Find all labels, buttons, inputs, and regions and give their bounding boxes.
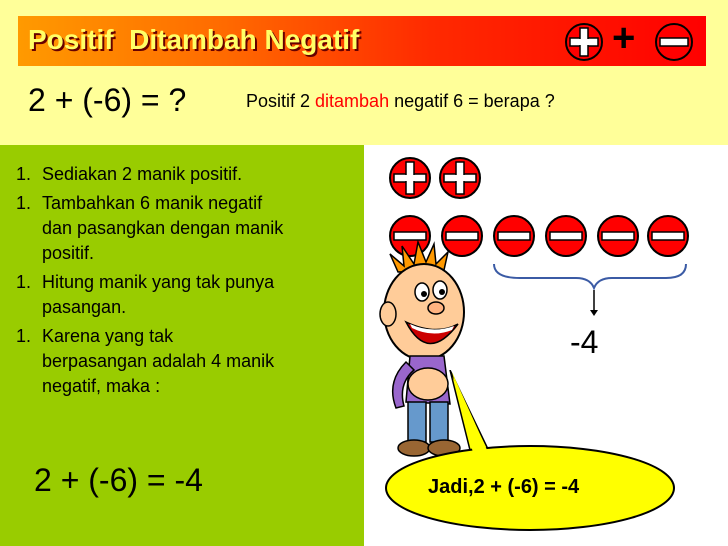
question-part2: negatif 6 = berapa ? [389,91,555,111]
plus-sign: + [612,16,636,60]
step-text: Karena yang tak berpasangan adalah 4 manik negatif, maka : [42,326,275,396]
step-item [16,162,346,187]
step-number: 1. [16,193,32,213]
step-text: Sediakan 2 manik positif. [42,164,243,184]
problem-question [246,91,555,112]
plus-bead-icon [564,22,604,62]
step-number: 1. [16,164,32,184]
minus-bead-icon [544,214,588,258]
step-item [16,324,346,399]
left-result: 2 + (-6) = -4 [34,462,203,498]
minus-bead-icon [654,22,694,62]
steps-list [16,162,346,403]
bubble-text: Jadi,2 + (-6) = -4 [428,476,580,498]
minus-bead-icon [596,214,640,258]
problem-equation: 2 + (-6) = ? [28,82,187,118]
minus-bead-icon [492,214,536,258]
speech-bubble [380,370,680,540]
grouping-brace [490,258,690,318]
question-highlight: ditambah [315,91,390,111]
minus-bead-icon [646,214,690,258]
plus-bead-icon [388,156,432,200]
step-number: 1. [16,272,32,292]
step-text: Tambahkan 6 manik negatif dan pasangkan dengan manik positif. [42,193,284,263]
question-part1: Positif 2 [246,91,316,111]
page-title: Positif Ditambah Negatif [28,24,360,55]
unpaired-result: -4 [570,324,599,360]
plus-bead-icon [438,156,482,200]
step-number: 1. [16,326,32,346]
step-item [16,270,346,320]
step-text: Hitung manik yang tak punya pasangan. [42,272,275,317]
step-item [16,191,346,266]
